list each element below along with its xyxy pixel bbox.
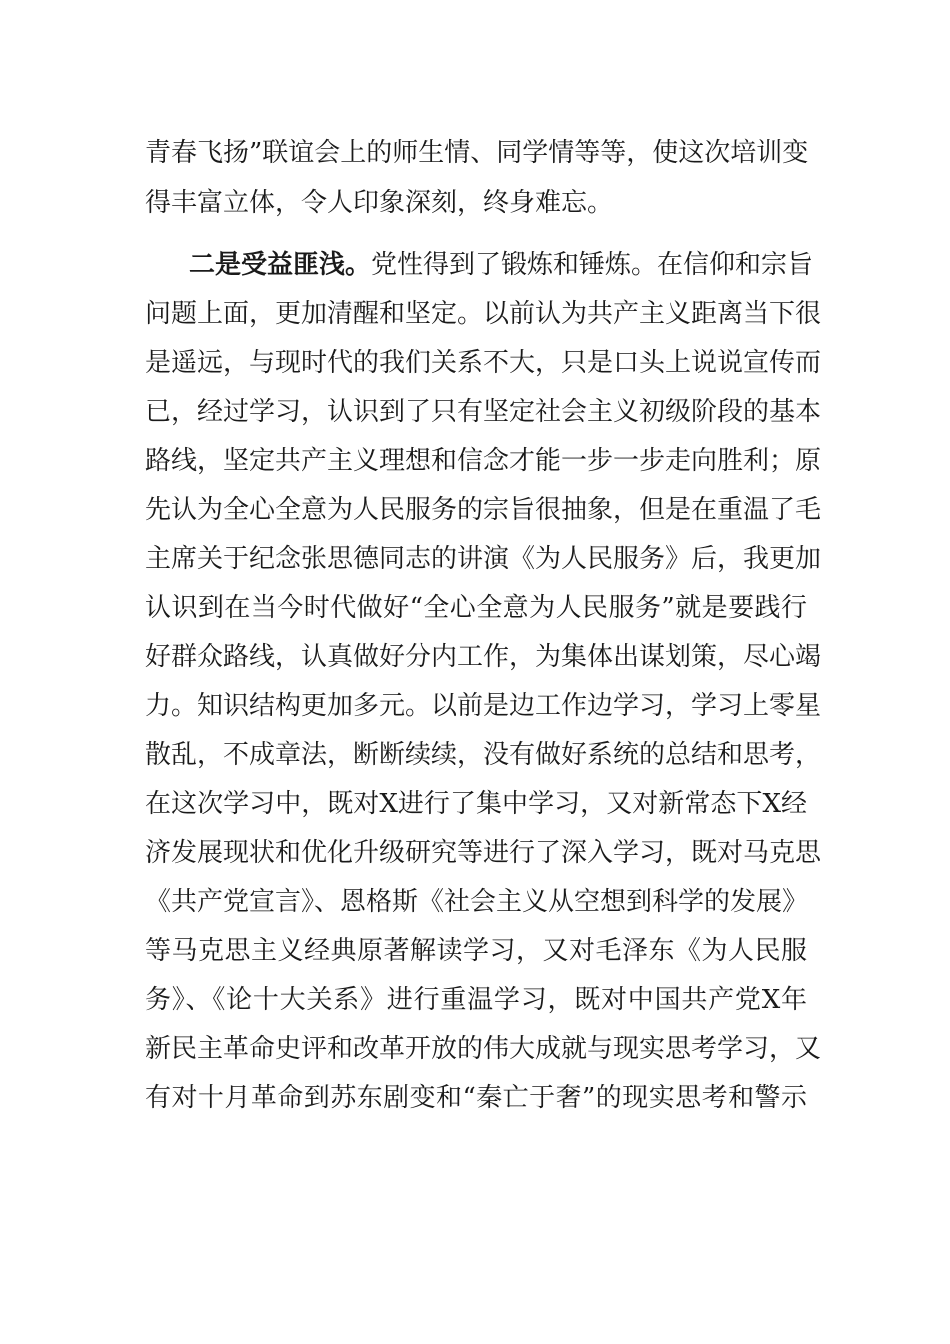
paragraph-2-line: 是遥远，与现时代的我们关系不大，只是口头上说说宣传而 xyxy=(145,348,822,378)
paragraph-1-line-1: 青春飞扬”联谊会上的师生情、同学情等等，使这次培训变 xyxy=(145,138,809,168)
paragraph-2-line: 务》、《论十大关系》进行重温学习，既对中国共产党X年 xyxy=(145,985,807,1015)
paragraph-2-line: 认识到在当今时代做好“全心全意为人民服务”就是要践行 xyxy=(145,593,807,623)
paragraph-2-line: 有对十月革命到苏东剧变和“秦亡于奢”的现实思考和警示 xyxy=(145,1083,807,1113)
paragraph-2-line: 路线，坚定共产主义理想和信念才能一步一步走向胜利；原 xyxy=(145,446,822,476)
paragraph-2-line: 《共产党宣言》、恩格斯《社会主义从空想到科学的发展》 xyxy=(145,887,809,917)
paragraph-2-heading: 二是受益匪浅。 xyxy=(189,250,372,280)
paragraph-2-first-line-text: 党性得到了锻炼和锤炼。在信仰和宗旨 xyxy=(371,250,814,280)
paragraph-2-line: 等马克思主义经典原著解读学习，又对毛泽东《为人民服 xyxy=(145,936,807,966)
paragraph-2-first-line xyxy=(189,245,814,285)
paragraph-2-line: 在这次学习中，既对X进行了集中学习，又对新常态下X经 xyxy=(145,789,807,819)
paragraph-2-line: 散乱，不成章法，断断续续，没有做好系统的总结和思考， xyxy=(145,740,822,770)
paragraph-2-line: 已，经过学习，认识到了只有坚定社会主义初级阶段的基本 xyxy=(145,397,822,427)
paragraph-2-line: 好群众路线，认真做好分内工作，为集体出谋划策，尽心竭 xyxy=(145,642,822,672)
paragraph-2-line: 先认为全心全意为人民服务的宗旨很抽象，但是在重温了毛 xyxy=(145,495,822,525)
paragraph-2-line: 力。知识结构更加多元。以前是边工作边学习，学习上零星 xyxy=(145,691,822,721)
paragraph-2-line: 新民主革命史评和改革开放的伟大成就与现实思考学习，又 xyxy=(145,1034,822,1064)
paragraph-1-line-2: 得丰富立体，令人印象深刻，终身难忘。 xyxy=(145,188,614,218)
paragraph-2-line: 问题上面，更加清醒和坚定。以前认为共产主义距离当下很 xyxy=(145,299,822,329)
paragraph-2-line: 主席关于纪念张思德同志的讲演《为人民服务》后，我更加 xyxy=(145,544,822,574)
paragraph-2-line: 济发展现状和优化升级研究等进行了深入学习，既对马克思 xyxy=(145,838,822,868)
